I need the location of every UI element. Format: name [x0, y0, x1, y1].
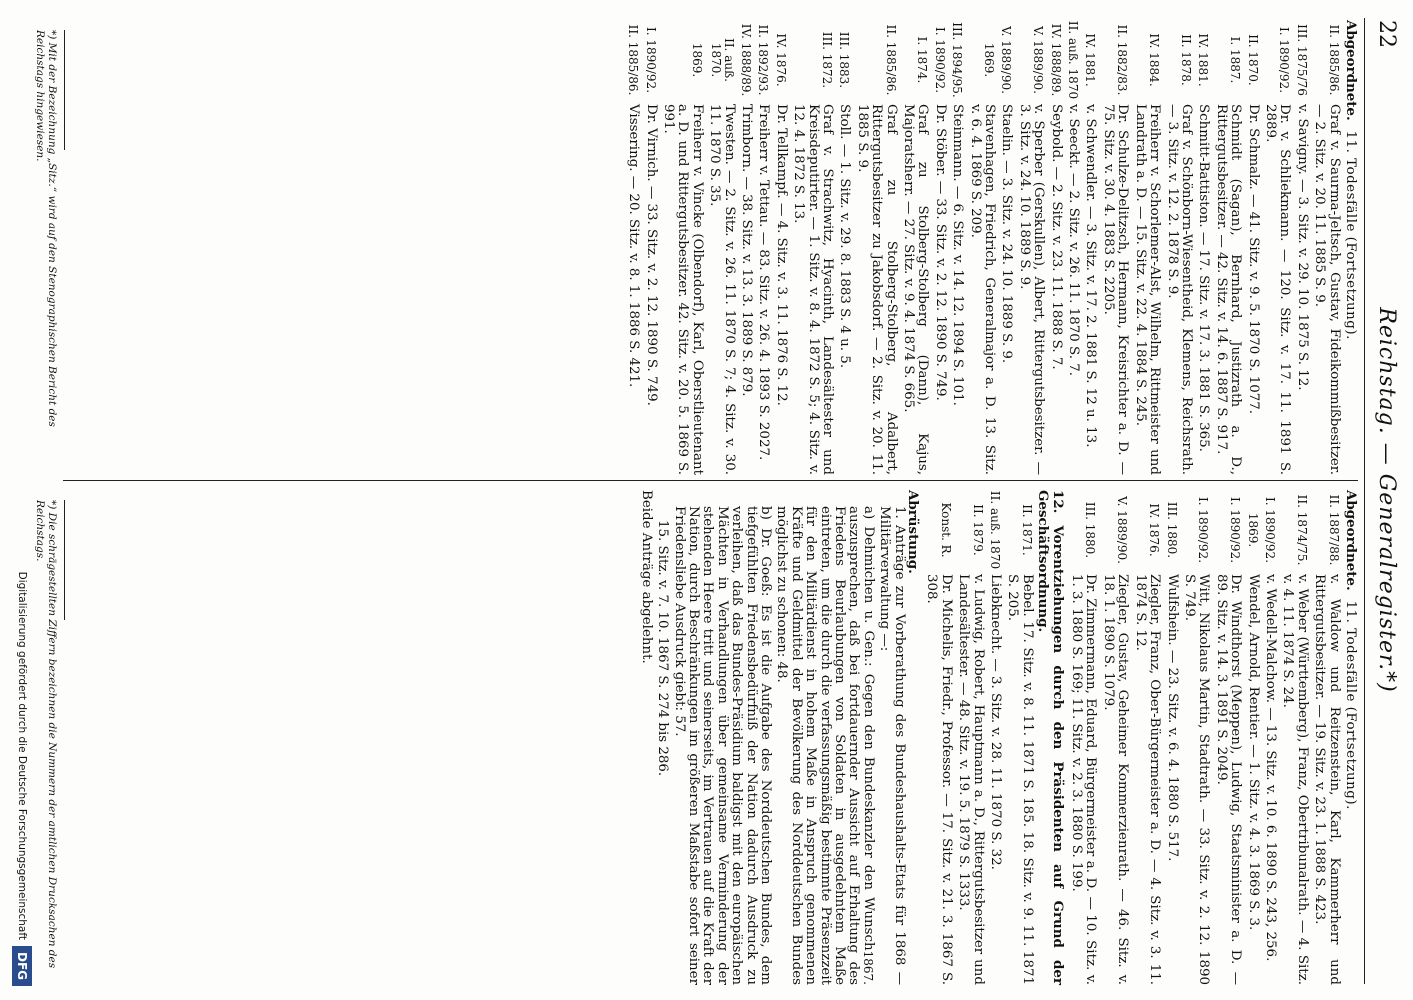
right-entry [1312, 490, 1341, 985]
session-period-label: 1869. [982, 42, 997, 78]
left-entry [1083, 20, 1097, 475]
left-entry [626, 20, 640, 475]
session-period-label: IV. 1876. [1147, 503, 1162, 557]
left-entry [1196, 20, 1210, 475]
left-entry [643, 20, 657, 475]
entry-text: Ziegler, Franz, Ober-Bürgermeister a. D. — 4. Sitz. v. 3. 11. 1874 S. 12. [1132, 574, 1163, 985]
entry-text: Graf v. Saurma-Jeltsch, Gustav, Fideikommißbesitzer. — 2. Sitz. v. 20. 11. 1885 S. 9. [1312, 104, 1342, 475]
entry-text: Dr. Stöber. — 33. Sitz. v. 2. 12. 1890 S. 749. [932, 104, 948, 401]
entry-text: Vissering. — 20. Sitz. v. 8. 1. 1886 S. 421. [626, 104, 642, 388]
session-period-label: III. 1880. [1164, 501, 1179, 559]
abruestung-intro: 1. Anträge zur Vorberathung des Bundeshaushalts-Etats für 1868 — Militärverwaltung —: [877, 506, 907, 985]
session-period-label: V. 1889/90. [1031, 26, 1046, 94]
abruestung-session: 15. Sitz. v. 7. 10. 1867 S. 274 bis 286. [655, 520, 671, 777]
session-period-label: I. 1890/92. [1277, 26, 1292, 94]
left-section-heading: Abgeordnete.11. Todesfälle (Fortsetzung). [1343, 20, 1359, 340]
left-entry [967, 20, 996, 475]
session-period-label: II. auß. 1870 [1066, 20, 1081, 100]
session-period-label: IV. 1876. [773, 33, 788, 87]
entry-text: Trimborn. — 38. Sitz. v. 13. 3. 1889 S. 879. [738, 104, 754, 397]
session-period-label: IV. 1888/89. [1048, 23, 1063, 97]
left-entry [739, 20, 753, 475]
abruestung-section [638, 490, 920, 985]
entry-text: Graf zu Stolberg-Stolberg (Dann), Kajus, Majoratsherr. — 27. Sitz. v. 9. 4. 1874 S. 665. [901, 104, 931, 475]
entry-text: v. Ludwig, Robert, Hauptmann a. D., Rittergutsbesitzer und Landesältester. — 48. Sitz. v. 19. 5. 1879 S. 1333. [956, 574, 986, 985]
entry-text: Wulfshein. — 23. Sitz. v. 6. 4. 1880 S. 517. [1164, 574, 1180, 862]
section-12-entry [956, 490, 985, 985]
session-period-label: II. 1885/86. [1326, 24, 1341, 96]
abruestung-items [671, 490, 875, 985]
left-column [623, 20, 1358, 475]
entry-text: Dr. Zimmermann, Eduard, Bürgermeister a. D. — 10. Sitz. v. 1. 3. 1880 S. 169; 11. Sitz. v. 2. 3. 1880 S. 199. [1069, 574, 1099, 985]
right-entry [1132, 490, 1161, 985]
left-entry [773, 20, 787, 475]
session-period-label: II. 1879. [970, 504, 985, 556]
session-period-label: I. 1890/92. [1262, 496, 1277, 564]
session-period-label: I. 1887. [1228, 36, 1243, 84]
entry-text: Freiherr v. Tettau. — 83. Sitz. v. 26. 4. 1893 S. 2027. [756, 104, 772, 461]
abruestung-heading: Abrüstung. [905, 490, 922, 574]
session-period-label: I. 1890/92. [1196, 496, 1211, 564]
entry-text: Graf zu Stolberg-Stolberg, Adalbert, Rittergutsbesitzer zu Jakobsdorf. — 2. Sitz. v. 20. 11. 1885 S. 9. [854, 104, 899, 475]
digitization-credit [6, 0, 38, 1000]
entry-text: Graf v. Schönborn-Wiesentheid, Klemens, Reichsrath. — 3. Sitz. v. 12. 2. 1878 S. 9. [1164, 104, 1194, 475]
left-entry [756, 20, 770, 475]
session-period-label: II. 1874/75. [1294, 494, 1309, 566]
session-period-label: IV. 1884. [1147, 33, 1162, 87]
section-12-heading: 12. Vorentziehungen durch den Präsidenten auf Grund der Geschäftsordnung. [1035, 490, 1066, 985]
entry-text: Witt, Nikolaus Martin, Stadtrath. — 33. Sitz. v. 2. 12. 1890 S. 749. [1181, 574, 1212, 985]
entry-text: Dr. Virnich. — 33. Sitz. v. 2. 12. 1890 S. 749. [643, 104, 659, 406]
left-entry [791, 20, 834, 475]
right-section-heading: Abgeordnete.11. Todesfälle (Fortsetzung). [1343, 490, 1359, 810]
motion-text: Dr. Goeß: Es ist die Aufgabe des Norddeutschen Bundes, dem tiefgefühlten Friedensbedürfniß der Nation dadurch Ausdruck zu verleihen, daß das Bundes-Präsidium baldigst mit den europäischen Mächten in Verhandlungen über gemeinsame Verminderung der stehenden Heere tritt und seinerseits, im Vertrauen auf die Kraft der Nation, durch Beschränkungen im größeren Maßstabe sofort seiner Friedensliebe Ausdruck giebt: 57. [671, 506, 773, 985]
left-entry [1245, 20, 1259, 475]
left-entry [1101, 20, 1130, 475]
left-entry [950, 20, 964, 475]
entry-text: v. Savigny. — 3. Sitz. v. 29. 10. 1875 S. 12. [1294, 104, 1310, 391]
entry-text: Dr. v. Schliekmann. — 120. Sitz. v. 17. 11. 1891 S. 2889. [1262, 104, 1293, 475]
entry-text: Schmidt (Sagan), Bernhard, Justizrath a. D., Rittergutsbesitzer. — 42. Sitz. v. 14. 6. 1887 S. 917. [1213, 104, 1244, 475]
left-entry [1016, 20, 1045, 475]
column-divider [63, 480, 1358, 481]
page-number: 22 [1374, 20, 1399, 48]
dfg-logo: DFG [12, 946, 32, 986]
session-period-label: II. 1885/86. [626, 24, 641, 96]
entry-text: Twesten. — 2. Sitz. v. 26. 11. 1870 S. 7; 4. Sitz. v. 30. 11. 1870 S. 35. [707, 104, 737, 475]
header-rule [1364, 18, 1365, 984]
footnote-rule-left [64, 30, 65, 150]
right-entry [1213, 490, 1242, 985]
right-entry [1245, 490, 1259, 985]
motion-year: 1867. [860, 950, 875, 985]
left-entry [854, 20, 897, 475]
session-period-label: II. 1878. [1178, 34, 1193, 86]
left-entry [1048, 20, 1062, 475]
footnote-right: *) Die schrägestellten Ziffern bezeichnen die Nummern der amtlichen Drucksachen des Reichstags. [34, 500, 58, 969]
footnote-left: *) Mit der Bezeichnung „Sitz.“ wird auf den Stenographischen Bericht des Reichstags hingewiesen. [34, 30, 58, 427]
entry-text: Dr. Schulze-Delitzsch, Hermann, Kreisrichter a. D. — 75. Sitz. v. 30. 4. 1883 S. 2205. [1100, 104, 1131, 475]
right-entry [1069, 490, 1098, 985]
left-entry [837, 20, 851, 475]
entry-text: Freiherr v. Schorlemer-Alst, Wilhelm, Rittmeister und Landrath a. D. — 15. Sitz. v. 22. 4. 1884 S. 245. [1132, 104, 1163, 475]
session-period-label: III. 1880. [1083, 501, 1098, 559]
entry-text: v. Waldow und Reitzenstein, Karl, Kammerherr und Rittergutsbesitzer. — 19. Sitz. v. 23. 1. 1888 S. 423. [1312, 574, 1342, 985]
session-period-label: II. 1885/86. [883, 24, 898, 96]
session-period-label: II. 1887/88. [1326, 494, 1341, 566]
register-title: Reichstag. — Generalregister.*) [1374, 307, 1399, 693]
left-entry-list [626, 20, 1341, 475]
session-period-label: II. 1882/83. [1115, 24, 1130, 96]
entry-text: Staelin. — 3. Sitz. v. 24. 10. 1889 S. 9. [999, 104, 1015, 364]
left-entry [932, 20, 946, 475]
session-period-label: 1869. [689, 42, 704, 78]
left-entry [1312, 20, 1341, 475]
left-entry [1164, 20, 1193, 475]
entry-text: v. Wedell-Malchow. — 13. Sitz. v. 10. 6. 1890 S. 243, 256. [1262, 574, 1278, 962]
entry-text: Graf v. Strachwitz, Hyacinth, Landesältester und Kreisdeputirter. — 1. Sitz. v. 8. 4. 1872 S. 5; 4. Sitz. v. 12. 4. 1872 S. 13. [791, 104, 835, 475]
session-period-label: II. auß. 1870 [988, 490, 1003, 570]
right-entry [1164, 490, 1178, 985]
right-entry [1263, 490, 1277, 985]
entry-text: Liebknecht. — 3. Sitz. v. 28. 11. 1870 S. 32. [988, 574, 1004, 870]
entry-text: v. Weber (Württemberg), Franz, Obertribunalrath. — 4. Sitz. v. 4. 11. 1874 S. 24. [1280, 574, 1310, 985]
entry-text: Steinmann. — 6. Sitz. v. 14. 12. 1894 S. 101. [950, 104, 966, 406]
session-period-label: 1869. [1245, 512, 1260, 548]
left-entry [1294, 20, 1308, 475]
left-entry [661, 20, 704, 475]
session-period-label: I. 1890/92. [643, 26, 658, 94]
entry-text: Dr. Windthorst (Meppen), Ludwig, Staatsminister a. D. — 89. Sitz. v. 14. 3. 1891 S. 2049. [1213, 574, 1244, 985]
section-12-entry [1005, 490, 1034, 985]
session-period-label: III. 1894/95. [950, 22, 965, 98]
right-entry [1182, 490, 1211, 985]
left-entry [999, 20, 1013, 475]
section-12-list [924, 490, 1034, 985]
left-entry [1263, 20, 1292, 475]
session-period-label: IV. 1881. [1196, 33, 1211, 87]
session-period-label: III. 1883. [837, 31, 852, 89]
left-entry [1132, 20, 1161, 475]
entry-text: Bebel. 17. Sitz. v. 8. 11. 1871 S. 185. 18. Sitz. v. 9. 11. 1871 S. 205. [1005, 574, 1035, 985]
motion-label: a) [860, 506, 876, 520]
left-entry [1213, 20, 1242, 475]
session-period-label: I. 1874. [915, 36, 930, 84]
motion-text: Dehmichen u. Gen.: Gegen den Bundeskanzler den Wunsch auszusprechen, daß bei fortdauernder Aussicht auf Erhaltung des Friedens Beurlaubungen von Soldaten in ausgedehntem Maße eintreten, um die durch die verfassungsmäßig bestimmte Präsenzzeit für den Militärdienst in hohem Maße in Anspruch genommenen Kräfte und Geldmittel der Bevölkerung des Norddeutschen Bundes möglichst zu schonen: 48. [774, 506, 876, 985]
entry-text: Stavenhagen, Friedrich, Generalmajor a. D. 13. Sitz. v. 6. 4. 1869 S. 209. [967, 104, 998, 475]
session-period-label: I. 1890/92. [1228, 496, 1243, 564]
section-12 [924, 490, 1065, 985]
entry-text: v. Schwendler. — 3. Sitz. v. 17. 2. 1881 S. 12 u. 13. [1083, 104, 1099, 448]
entry-text: Wendel, Arnold, Rentier. — 1. Sitz. v. 4. 3. 1869 S. 3. [1245, 574, 1261, 931]
session-period-label: IV. 1888/89. [738, 23, 753, 97]
entry-text: Dr. Michelis, Friedr., Professor. — 17. Sitz. v. 21. 3. 1867 S. 308. [924, 574, 954, 985]
motion-label: b) [757, 506, 773, 520]
digitization-text: Digitalisierung gefördert durch die Deutsche Forschungsgemeinschaft [16, 571, 28, 940]
entry-text: Seybold. — 2. Sitz. v. 23. 11. 1888 S. 7. [1048, 104, 1064, 370]
session-period-label: Konst. R. [938, 502, 953, 558]
entry-text: Dr. Schmalz. — 41. Sitz. v. 9. 5. 1870 S. 1077. [1245, 104, 1261, 415]
right-entry [1280, 490, 1309, 985]
session-period-label: V. 1889/90. [999, 26, 1014, 94]
left-entry [901, 20, 930, 475]
running-head [1369, 20, 1399, 980]
section-12-entry [924, 490, 953, 985]
session-period-label: II. 1870. [1245, 34, 1260, 86]
entry-text: v. Sperber (Gerskullen), Albert, Rittergutsbesitzer. — 3. Sitz. v. 24. 10. 1889 S. 9. [1016, 104, 1047, 475]
motion-item [671, 490, 772, 985]
session-period-label: I. 1890/92. [932, 26, 947, 94]
session-period-label: II. auß. 1870. [708, 38, 736, 82]
motion-item [774, 490, 875, 985]
entry-text: Ziegler, Gustav, Geheimer Kommerzienrath. — 46. Sitz. v. 18. 1. 1890 S. 1079. [1100, 574, 1131, 985]
right-entry-list [1069, 490, 1341, 985]
left-entry [1066, 20, 1080, 475]
right-column [636, 490, 1358, 985]
left-entry [707, 20, 736, 475]
session-period-label: IV. 1881. [1083, 33, 1098, 87]
session-period-label: V. 1889/90. [1115, 496, 1130, 564]
entry-text: Stoll. — 1. Sitz. v. 29. 8. 1883 S. 4 u. 5. [837, 104, 853, 369]
abruestung-result: Beide Anträge abgelehnt. [638, 490, 654, 664]
session-period-label: III. 1872. [820, 31, 834, 89]
session-period-label: III. 1875/76 [1294, 24, 1309, 96]
entry-text: v. Seeckt. — 2. Sitz. v. 26. 11. 1870 S. 7. [1066, 104, 1082, 377]
entry-text: Dr. Tellkampf. — 4. Sitz. v. 3. 11. 1876 S. 12. [773, 104, 789, 406]
section-12-entry [988, 490, 1002, 985]
right-entry [1101, 490, 1130, 985]
session-period-label: II. 1892/93. [756, 24, 771, 96]
session-period-label: II. 1871. [1019, 504, 1034, 556]
entry-text: Schmitt-Battiston. — 17. Sitz. v. 17. 3. 1881 S. 365. [1196, 104, 1212, 452]
footnote-rule-right [64, 500, 65, 620]
entry-text: Freiherr v. Vincke (Olbendorf), Karl, Oberstlieutenant a. D. und Rittergutsbesitzer. 42. Sitz. v. 20. 5. 1869 S. 991. [660, 104, 705, 475]
